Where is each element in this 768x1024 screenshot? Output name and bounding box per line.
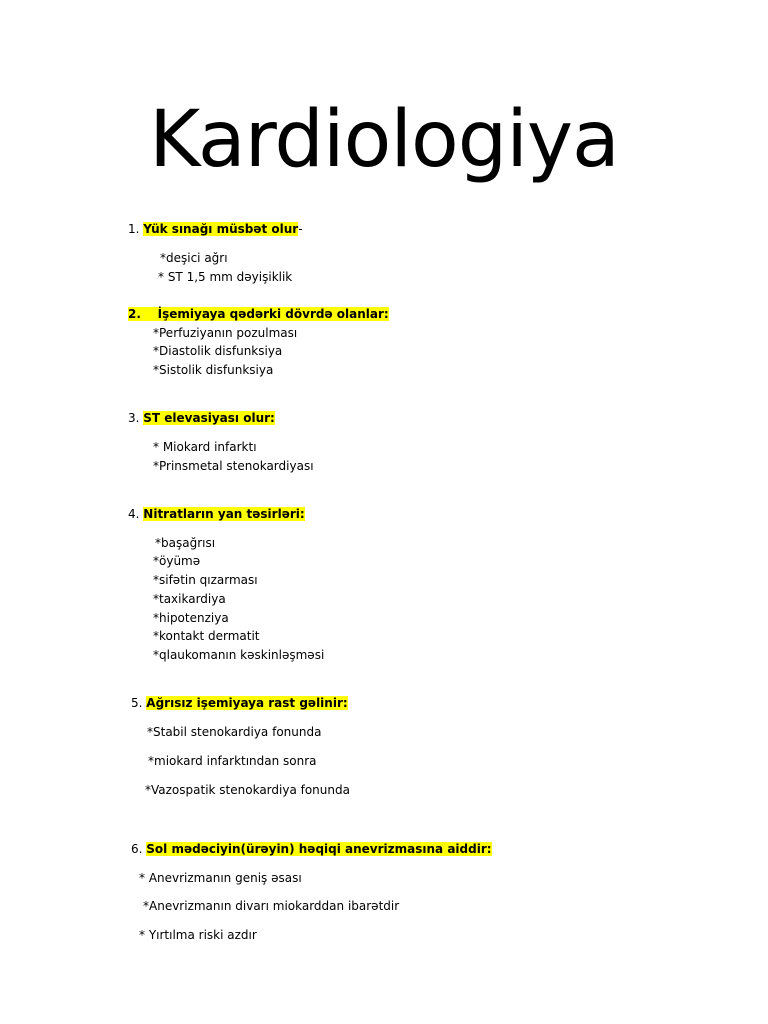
list-item: * Yırtılma riski azdır — [139, 928, 257, 942]
list-item: *Perfuziyanın pozulması — [153, 326, 298, 340]
list-item: *taxikardiya — [153, 592, 226, 606]
list-item: *Sistolik disfunksiya — [153, 363, 274, 377]
list-item: *deşici ağrı — [160, 251, 228, 265]
section-6-heading — [131, 841, 492, 857]
section-heading-text: Yük sınağı müsbət olur — [143, 222, 299, 236]
list-item: *sifətin qızarması — [153, 573, 258, 587]
list-item: *miokard infarktından sonra — [148, 754, 317, 768]
section-heading-text: İşemiyaya qədərki dövrdə olanlar: — [157, 307, 389, 321]
list-item: *Diastolik disfunksiya — [153, 344, 283, 358]
section-number: 6. — [131, 842, 143, 856]
section-4-heading — [128, 506, 305, 522]
list-item: * Anevrizmanın geniş əsası — [139, 871, 302, 885]
section-heading-text: Nitratların yan təsirləri: — [143, 507, 305, 521]
section-1-heading — [128, 221, 303, 237]
list-item: *Prinsmetal stenokardiyası — [153, 459, 314, 473]
section-number: 2. — [128, 307, 141, 321]
list-item: *Vazospatik stenokardiya fonunda — [145, 783, 350, 797]
section-heading-text: Ağrısız işemiyaya rast gəlinir: — [146, 696, 348, 710]
list-item: *öyümə — [153, 554, 201, 568]
list-item: *Stabil stenokardiya fonunda — [147, 725, 322, 739]
section-heading-text: ST elevasiyası olur: — [143, 411, 275, 425]
page-title: Kardiologiya — [149, 95, 619, 185]
list-item: *qlaukomanın kəskinləşməsi — [153, 648, 325, 662]
list-item: * ST 1,5 mm dəyişiklik — [158, 270, 293, 284]
section-2-heading — [128, 306, 389, 322]
section-number: 4. — [128, 507, 140, 521]
section-3-heading — [128, 410, 275, 426]
list-item: *kontakt dermatit — [153, 629, 260, 643]
section-number: 1. — [128, 222, 140, 236]
section-number: 5. — [131, 696, 143, 710]
section-number: 3. — [128, 411, 140, 425]
section-5-heading — [131, 695, 348, 711]
list-item: * Miokard infarktı — [153, 440, 257, 454]
list-item: *başağrısı — [155, 536, 216, 550]
list-item: *hipotenziya — [153, 611, 229, 625]
list-item: *Anevrizmanın divarı miokarddan ibarətdir — [143, 899, 400, 913]
section-heading-text: Sol mədəciyin(ürəyin) həqiqi anevrizmasına aiddir: — [146, 842, 492, 856]
section-heading-suffix: - — [298, 222, 303, 236]
